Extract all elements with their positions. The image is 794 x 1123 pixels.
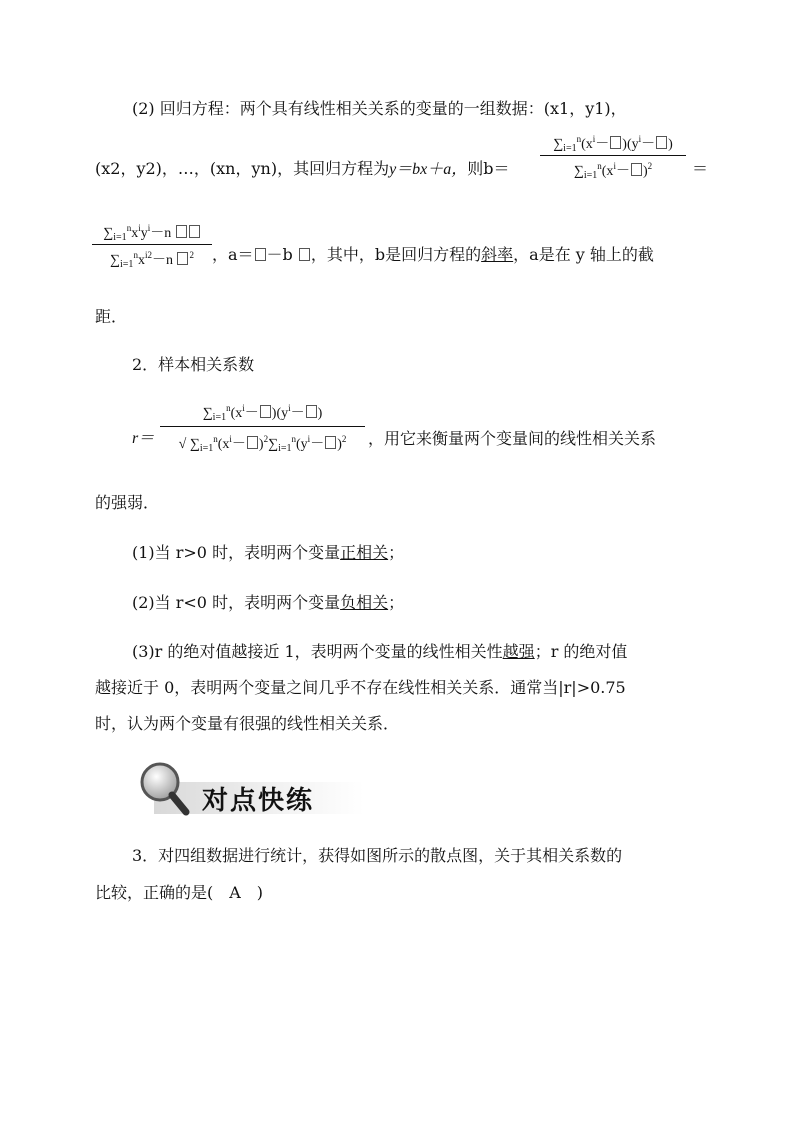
- regression-line-3: ，a＝ －b ，其中，b是回归方程的斜率，a是在 y 轴上的截: [212, 245, 654, 264]
- regression-line-1: (2) 回归方程：两个具有线性相关关系的变量的一组数据：(x1，y1)，: [132, 99, 627, 118]
- r-equals: r＝: [132, 430, 155, 447]
- positive-term: 正相关: [340, 543, 389, 562]
- section-heading: 2．样本相关系数: [132, 355, 255, 374]
- r-description-end: 的强弱．: [95, 493, 160, 512]
- equals-sign: ＝: [692, 159, 709, 178]
- question-line-2: 比较，正确的是( A ): [95, 883, 264, 902]
- question-line-1: 3．对四组数据进行统计，获得如图所示的散点图，关于其相关系数的: [132, 846, 623, 865]
- item-negative: (2)当 r<0 时，表明两个变量负相关；: [132, 593, 405, 612]
- item-positive: (1)当 r>0 时，表明两个变量正相关；: [132, 543, 405, 562]
- practice-header: [134, 760, 364, 820]
- practice-title: 对点快练: [202, 786, 315, 816]
- b-fraction-alt: $\sum_{i=1}^nx^iy^i-n$ $\sum_{i=1}^nx^{i2}-n$ $^2$: [92, 222, 212, 271]
- item-strength-1: (3)r 的绝对值越接近 1，表明两个变量的线性相关性越强；r 的绝对值: [132, 642, 628, 661]
- regression-line-4: 距．: [95, 307, 128, 326]
- item-strength-2: 越接近于 0，表明两个变量之间几乎不存在线性相关关系．通常当|r|>0.75: [95, 678, 626, 697]
- item-strength-3: 时，认为两个变量有很强的线性相关关系．: [95, 714, 400, 733]
- regression-line-2: (x2，y2)，…，(xn，yn)，其回归方程为y＝bx＋a，则b＝: [95, 159, 510, 178]
- slope-term: 斜率: [481, 245, 514, 264]
- r-description: ，用它来衡量两个变量间的线性相关关系: [368, 429, 657, 448]
- r-fraction: $\frac{\sum_{i=1}^n(x^i- )(y^i- )}{√ \sum_{i=1}^n(x^i- )^2\sum_{i=1}^n(y^i- )^2}$: [160, 402, 365, 459]
- negative-term: 负相关: [340, 593, 389, 612]
- strong-term: 越强: [502, 642, 535, 661]
- b-fraction: $\frac{\sum_{i=1}^n(x^i- )(y^i- )}{\sum_{i=1}^n(x^i- )^2}$: [540, 133, 686, 182]
